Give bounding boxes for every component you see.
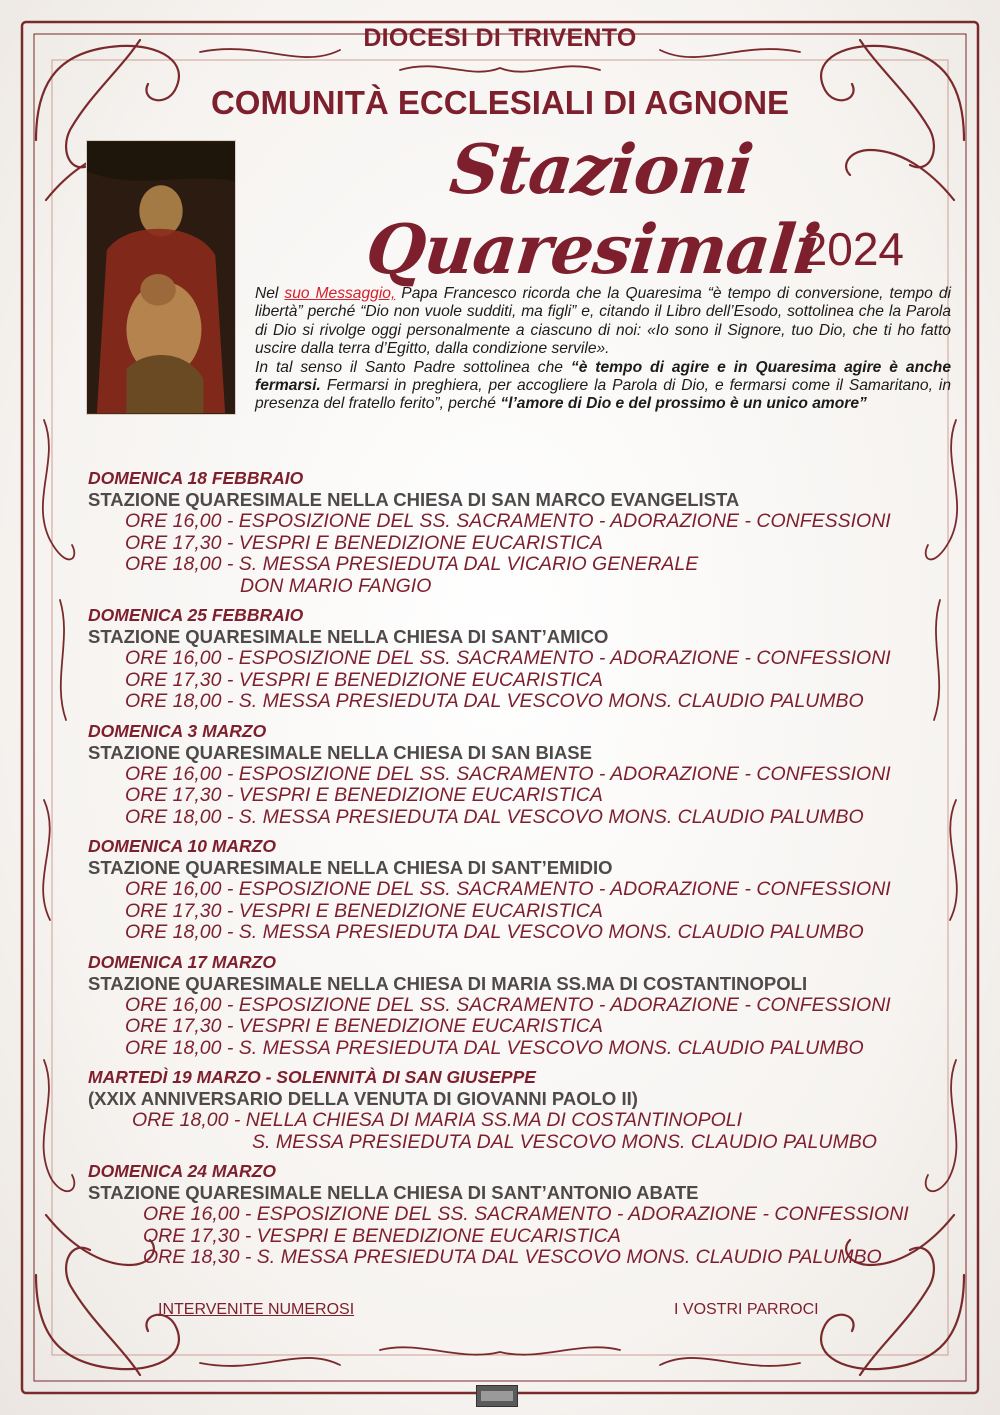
intro-paragraph-2 <box>255 359 951 414</box>
day-heading: DOMENICA 3 MARZO <box>88 720 267 741</box>
intro-text-segment: Fermarsi in preghiera, per accogliere la Parola di Dio, e fermarsi come il Samaritano, in presenza del fratello ferito”, perché <box>255 377 951 413</box>
event-line: ORE 17,30 - VESPRI E BENEDIZIONE EUCARISTICA <box>125 1015 603 1037</box>
diocese-title: DIOCESI DI TRIVENTO <box>363 24 637 52</box>
event-line: ORE 16,00 - ESPOSIZIONE DEL SS. SACRAMENTO - ADORAZIONE - CONFESSIONI <box>125 878 891 900</box>
event-line: ORE 17,30 - VESPRI E BENEDIZIONE EUCARISTICA <box>125 531 603 554</box>
event-line: ORE 18,00 - S. MESSA PRESIEDUTA DAL VESCOVO MONS. CLAUDIO PALUMBO <box>125 921 864 943</box>
event-celebrant: S. MESSA PRESIEDUTA DAL VESCOVO MONS. CLAUDIO PALUMBO <box>252 1130 877 1153</box>
intro-paragraph-1 <box>255 285 951 359</box>
event-line: ORE 18,30 - S. MESSA PRESIEDUTA DAL VESCOVO MONS. CLAUDIO PALUMBO <box>143 1246 882 1268</box>
event-line: ORE 16,00 - ESPOSIZIONE DEL SS. SACRAMENTO - ADORAZIONE - CONFESSIONI <box>125 647 891 669</box>
printer-stamp-icon <box>476 1385 518 1407</box>
intro-text-segment: In tal senso il Santo Padre sottolinea che <box>255 358 571 376</box>
day-heading: DOMENICA 25 FEBBRAIO <box>88 605 304 625</box>
event-line: ORE 18,00 - S. MESSA PRESIEDUTA DAL VICARIO GENERALE <box>125 553 699 575</box>
event-line: ORE 16,00 - ESPOSIZIONE DEL SS. SACRAMENTO - ADORAZIONE - CONFESSIONI <box>125 510 891 532</box>
day-heading: DOMENICA 17 MARZO <box>88 951 276 972</box>
schedule-block <box>88 605 918 713</box>
station-title: STAZIONE QUARESIMALE NELLA CHIESA DI SANT’EMIDIO <box>88 857 613 878</box>
day-heading: DOMENICA 10 MARZO <box>88 836 276 856</box>
schedule-block <box>88 952 918 1060</box>
schedule-block <box>88 836 918 944</box>
footer-invite: INTERVENITE NUMEROSI <box>158 1301 355 1318</box>
schedule-block <box>88 468 918 597</box>
event-line: ORE 16,00 - ESPOSIZIONE DEL SS. SACRAMENTO - ADORAZIONE - CONFESSIONI <box>125 762 891 785</box>
station-title: STAZIONE QUARESIMALE NELLA CHIESA DI MARIA SS.MA DI COSTANTINOPOLI <box>88 972 808 994</box>
event-line: ORE 18,00 - NELLA CHIESA DI MARIA SS.MA DI COSTANTINOPOLI <box>132 1109 743 1131</box>
intro-text-segment: Papa Francesco ricorda che la Quaresima “è tempo di conversione, tempo di libertà” perché “Dio non vuole sudditi, ma figli” e, citando il Libro dell’Esodo, sottolinea che la Parola di Dio si rivolge oggi personalmente a ciascuno di noi: «Io sono il Signore, tuo Dio, che ti ho fatto uscire dalla terra d’Egitto, dalla condizione servile». <box>255 285 951 358</box>
event-line: ORE 16,00 - ESPOSIZIONE DEL SS. SACRAMENTO - ADORAZIONE - CONFESSIONI <box>125 993 891 1016</box>
day-heading: MARTEDÌ 19 MARZO - SOLENNITÀ DI SAN GIUSEPPE <box>88 1067 536 1087</box>
schedule-block <box>88 1161 918 1269</box>
schedule-block <box>88 1067 918 1153</box>
intro-text-segment: Nel <box>255 285 285 302</box>
painting-image <box>87 141 235 414</box>
station-title: STAZIONE QUARESIMALE NELLA CHIESA DI SAN MARCO EVANGELISTA <box>88 489 740 510</box>
event-line: ORE 18,00 - S. MESSA PRESIEDUTA DAL VESCOVO MONS. CLAUDIO PALUMBO <box>125 1036 864 1059</box>
community-title: COMUNITÀ ECCLESIALI DI AGNONE <box>210 84 790 121</box>
event-line: ORE 18,00 - S. MESSA PRESIEDUTA DAL VESCOVO MONS. CLAUDIO PALUMBO <box>125 805 864 828</box>
event-line: ORE 17,30 - VESPRI E BENEDIZIONE EUCARISTICA <box>125 668 603 691</box>
main-title: Stazioni Quaresimali <box>362 130 824 290</box>
year: 2024 <box>801 223 904 275</box>
intro-text <box>255 285 951 414</box>
station-title: STAZIONE QUARESIMALE NELLA CHIESA DI SANT’ANTONIO ABATE <box>88 1182 699 1203</box>
day-heading: DOMENICA 24 MARZO <box>88 1161 276 1181</box>
event-line: ORE 17,30 - VESPRI E BENEDIZIONE EUCARISTICA <box>125 899 603 922</box>
day-heading: DOMENICA 18 FEBBRAIO <box>88 468 304 488</box>
schedule <box>88 468 918 1277</box>
event-line: ORE 17,30 - VESPRI E BENEDIZIONE EUCARISTICA <box>143 1224 621 1247</box>
station-title: STAZIONE QUARESIMALE NELLA CHIESA DI SANT’AMICO <box>88 626 609 647</box>
intro-bold-quote: “è tempo di agire e in Quaresima agire è anche fermarsi. <box>255 358 951 395</box>
schedule-block <box>88 721 918 829</box>
footer-signature: I VOSTRI PARROCI <box>674 1301 819 1318</box>
event-line: ORE 18,00 - S. MESSA PRESIEDUTA DAL VESCOVO MONS. CLAUDIO PALUMBO <box>125 690 864 712</box>
event-celebrant: DON MARIO FANGIO <box>240 574 432 597</box>
station-title: (XXIX ANNIVERSARIO DELLA VENUTA DI GIOVANNI PAOLO II) <box>88 1088 638 1109</box>
prodigal-son-painting <box>86 140 236 415</box>
station-title: STAZIONE QUARESIMALE NELLA CHIESA DI SAN BIASE <box>88 741 592 763</box>
event-line: ORE 17,30 - VESPRI E BENEDIZIONE EUCARISTICA <box>125 784 603 806</box>
intro-bold-quote: “l’amore di Dio e del prossimo è un unico amore” <box>500 395 867 413</box>
message-link[interactable]: suo Messaggio, <box>284 285 396 302</box>
event-line: ORE 16,00 - ESPOSIZIONE DEL SS. SACRAMENTO - ADORAZIONE - CONFESSIONI <box>143 1203 909 1225</box>
stamp-inner <box>481 1391 513 1401</box>
